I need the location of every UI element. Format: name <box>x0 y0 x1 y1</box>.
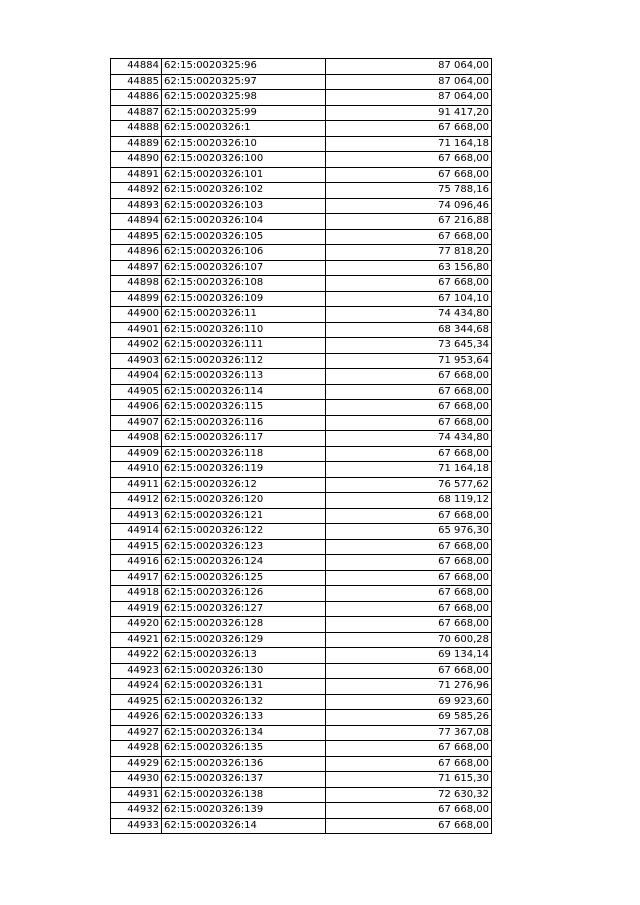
value-cell: 76 577,62 <box>326 477 492 493</box>
row-number-cell: 44919 <box>111 601 162 617</box>
row-number-cell: 44907 <box>111 415 162 431</box>
cadastral-number-cell: 62:15:0020326:121 <box>162 508 326 524</box>
row-number-cell: 44901 <box>111 322 162 338</box>
row-number-cell: 44932 <box>111 803 162 819</box>
value-cell: 67 668,00 <box>326 555 492 571</box>
cadastral-number-cell: 62:15:0020326:126 <box>162 586 326 602</box>
table-row <box>111 276 492 292</box>
table-row <box>111 136 492 152</box>
cadastral-number-cell: 62:15:0020326:127 <box>162 601 326 617</box>
cadastral-number-cell: 62:15:0020326:128 <box>162 617 326 633</box>
cadastral-number-cell: 62:15:0020326:136 <box>162 756 326 772</box>
cadastral-number-cell: 62:15:0020326:109 <box>162 291 326 307</box>
table-row <box>111 121 492 137</box>
value-cell: 67 668,00 <box>326 539 492 555</box>
table-row <box>111 105 492 121</box>
table-row <box>111 648 492 664</box>
row-number-cell: 44888 <box>111 121 162 137</box>
table-row <box>111 229 492 245</box>
value-cell: 67 668,00 <box>326 617 492 633</box>
table-row <box>111 152 492 168</box>
value-cell: 67 668,00 <box>326 384 492 400</box>
cadastral-number-cell: 62:15:0020325:96 <box>162 59 326 75</box>
row-number-cell: 44933 <box>111 818 162 834</box>
value-cell: 67 668,00 <box>326 369 492 385</box>
value-cell: 77 367,08 <box>326 725 492 741</box>
row-number-cell: 44893 <box>111 198 162 214</box>
table-row <box>111 508 492 524</box>
row-number-cell: 44928 <box>111 741 162 757</box>
table-row <box>111 524 492 540</box>
row-number-cell: 44925 <box>111 694 162 710</box>
row-number-cell: 44915 <box>111 539 162 555</box>
row-number-cell: 44927 <box>111 725 162 741</box>
table-row <box>111 710 492 726</box>
value-cell: 67 668,00 <box>326 229 492 245</box>
value-cell: 74 434,80 <box>326 431 492 447</box>
table-row <box>111 539 492 555</box>
cadastral-number-cell: 62:15:0020326:135 <box>162 741 326 757</box>
cadastral-number-cell: 62:15:0020326:115 <box>162 400 326 416</box>
row-number-cell: 44913 <box>111 508 162 524</box>
table-row <box>111 570 492 586</box>
value-cell: 67 668,00 <box>326 400 492 416</box>
row-number-cell: 44931 <box>111 787 162 803</box>
cadastral-number-cell: 62:15:0020326:131 <box>162 679 326 695</box>
row-number-cell: 44892 <box>111 183 162 199</box>
value-cell: 67 668,00 <box>326 570 492 586</box>
cadastral-number-cell: 62:15:0020326:114 <box>162 384 326 400</box>
value-cell: 74 434,80 <box>326 307 492 323</box>
table-row <box>111 632 492 648</box>
row-number-cell: 44896 <box>111 245 162 261</box>
cadastral-number-cell: 62:15:0020326:108 <box>162 276 326 292</box>
row-number-cell: 44926 <box>111 710 162 726</box>
value-cell: 77 818,20 <box>326 245 492 261</box>
value-cell: 71 164,18 <box>326 136 492 152</box>
table-row <box>111 245 492 261</box>
table-row <box>111 725 492 741</box>
value-cell: 65 976,30 <box>326 524 492 540</box>
table-row <box>111 59 492 75</box>
value-cell: 67 668,00 <box>326 276 492 292</box>
value-cell: 67 668,00 <box>326 446 492 462</box>
table-row <box>111 291 492 307</box>
row-number-cell: 44930 <box>111 772 162 788</box>
cadastral-number-cell: 62:15:0020326:119 <box>162 462 326 478</box>
table-row <box>111 756 492 772</box>
row-number-cell: 44889 <box>111 136 162 152</box>
table-row <box>111 90 492 106</box>
value-cell: 67 668,00 <box>326 601 492 617</box>
row-number-cell: 44903 <box>111 353 162 369</box>
row-number-cell: 44898 <box>111 276 162 292</box>
value-cell: 67 668,00 <box>326 121 492 137</box>
row-number-cell: 44917 <box>111 570 162 586</box>
row-number-cell: 44900 <box>111 307 162 323</box>
cadastral-number-cell: 62:15:0020326:113 <box>162 369 326 385</box>
cadastral-number-cell: 62:15:0020326:1 <box>162 121 326 137</box>
table-row <box>111 694 492 710</box>
value-cell: 87 064,00 <box>326 74 492 90</box>
value-cell: 67 668,00 <box>326 152 492 168</box>
value-cell: 67 216,88 <box>326 214 492 230</box>
row-number-cell: 44929 <box>111 756 162 772</box>
value-cell: 67 668,00 <box>326 741 492 757</box>
row-number-cell: 44918 <box>111 586 162 602</box>
row-number-cell: 44921 <box>111 632 162 648</box>
row-number-cell: 44924 <box>111 679 162 695</box>
table-row <box>111 183 492 199</box>
cadastral-number-cell: 62:15:0020326:138 <box>162 787 326 803</box>
table-row <box>111 741 492 757</box>
cadastral-number-cell: 62:15:0020326:103 <box>162 198 326 214</box>
row-number-cell: 44897 <box>111 260 162 276</box>
cadastral-number-cell: 62:15:0020326:125 <box>162 570 326 586</box>
cadastral-number-cell: 62:15:0020326:13 <box>162 648 326 664</box>
table-row <box>111 555 492 571</box>
table-row <box>111 477 492 493</box>
table-row <box>111 663 492 679</box>
row-number-cell: 44902 <box>111 338 162 354</box>
cadastral-number-cell: 62:15:0020326:12 <box>162 477 326 493</box>
cadastral-number-cell: 62:15:0020326:105 <box>162 229 326 245</box>
table-row <box>111 338 492 354</box>
value-cell: 74 096,46 <box>326 198 492 214</box>
cadastral-number-cell: 62:15:0020326:111 <box>162 338 326 354</box>
table-row <box>111 787 492 803</box>
cadastral-number-cell: 62:15:0020326:129 <box>162 632 326 648</box>
cadastral-number-cell: 62:15:0020326:104 <box>162 214 326 230</box>
cadastral-number-cell: 62:15:0020325:98 <box>162 90 326 106</box>
table-row <box>111 617 492 633</box>
table-row <box>111 679 492 695</box>
cadastral-number-cell: 62:15:0020326:112 <box>162 353 326 369</box>
table-row <box>111 493 492 509</box>
value-cell: 91 417,20 <box>326 105 492 121</box>
table-row <box>111 415 492 431</box>
row-number-cell: 44884 <box>111 59 162 75</box>
cadastral-number-cell: 62:15:0020326:124 <box>162 555 326 571</box>
table-row <box>111 322 492 338</box>
cadastral-number-cell: 62:15:0020326:118 <box>162 446 326 462</box>
table-body <box>111 59 492 834</box>
table-row <box>111 818 492 834</box>
value-cell: 71 164,18 <box>326 462 492 478</box>
value-cell: 69 134,14 <box>326 648 492 664</box>
cadastral-number-cell: 62:15:0020326:100 <box>162 152 326 168</box>
cadastral-number-cell: 62:15:0020326:134 <box>162 725 326 741</box>
cadastral-number-cell: 62:15:0020326:116 <box>162 415 326 431</box>
value-cell: 71 953,64 <box>326 353 492 369</box>
row-number-cell: 44923 <box>111 663 162 679</box>
cadastral-number-cell: 62:15:0020326:102 <box>162 183 326 199</box>
value-cell: 71 276,96 <box>326 679 492 695</box>
cadastral-number-cell: 62:15:0020326:117 <box>162 431 326 447</box>
table-row <box>111 74 492 90</box>
row-number-cell: 44887 <box>111 105 162 121</box>
cadastral-number-cell: 62:15:0020326:123 <box>162 539 326 555</box>
row-number-cell: 44904 <box>111 369 162 385</box>
cadastral-number-cell: 62:15:0020325:97 <box>162 74 326 90</box>
cadastral-number-cell: 62:15:0020326:130 <box>162 663 326 679</box>
value-cell: 87 064,00 <box>326 59 492 75</box>
cadastral-number-cell: 62:15:0020326:14 <box>162 818 326 834</box>
value-cell: 68 344,68 <box>326 322 492 338</box>
table-row <box>111 601 492 617</box>
row-number-cell: 44910 <box>111 462 162 478</box>
table-row <box>111 803 492 819</box>
cadastral-number-cell: 62:15:0020326:110 <box>162 322 326 338</box>
value-cell: 67 668,00 <box>326 586 492 602</box>
row-number-cell: 44894 <box>111 214 162 230</box>
row-number-cell: 44914 <box>111 524 162 540</box>
value-cell: 67 668,00 <box>326 663 492 679</box>
row-number-cell: 44908 <box>111 431 162 447</box>
row-number-cell: 44909 <box>111 446 162 462</box>
table-row <box>111 198 492 214</box>
row-number-cell: 44905 <box>111 384 162 400</box>
cadastral-number-cell: 62:15:0020326:132 <box>162 694 326 710</box>
row-number-cell: 44911 <box>111 477 162 493</box>
value-cell: 69 585,26 <box>326 710 492 726</box>
value-cell: 67 668,00 <box>326 818 492 834</box>
row-number-cell: 44886 <box>111 90 162 106</box>
value-cell: 71 615,30 <box>326 772 492 788</box>
value-cell: 63 156,80 <box>326 260 492 276</box>
cadastral-number-cell: 62:15:0020326:106 <box>162 245 326 261</box>
table-row <box>111 353 492 369</box>
cadastral-number-cell: 62:15:0020326:133 <box>162 710 326 726</box>
value-cell: 67 668,00 <box>326 803 492 819</box>
value-cell: 87 064,00 <box>326 90 492 106</box>
table-row <box>111 446 492 462</box>
cadastral-number-cell: 62:15:0020326:137 <box>162 772 326 788</box>
table-row <box>111 214 492 230</box>
value-cell: 67 668,00 <box>326 756 492 772</box>
table-row <box>111 167 492 183</box>
row-number-cell: 44891 <box>111 167 162 183</box>
row-number-cell: 44916 <box>111 555 162 571</box>
row-number-cell: 44912 <box>111 493 162 509</box>
row-number-cell: 44922 <box>111 648 162 664</box>
table-row <box>111 586 492 602</box>
row-number-cell: 44899 <box>111 291 162 307</box>
table-row <box>111 369 492 385</box>
cadastral-number-cell: 62:15:0020325:99 <box>162 105 326 121</box>
value-cell: 67 668,00 <box>326 167 492 183</box>
table-row <box>111 431 492 447</box>
value-cell: 70 600,28 <box>326 632 492 648</box>
cadastral-number-cell: 62:15:0020326:107 <box>162 260 326 276</box>
cadastral-number-cell: 62:15:0020326:10 <box>162 136 326 152</box>
row-number-cell: 44906 <box>111 400 162 416</box>
cadastral-number-cell: 62:15:0020326:101 <box>162 167 326 183</box>
cadastral-number-cell: 62:15:0020326:120 <box>162 493 326 509</box>
cadastral-number-cell: 62:15:0020326:139 <box>162 803 326 819</box>
value-cell: 67 668,00 <box>326 415 492 431</box>
table-row <box>111 384 492 400</box>
row-number-cell: 44895 <box>111 229 162 245</box>
row-number-cell: 44920 <box>111 617 162 633</box>
value-cell: 68 119,12 <box>326 493 492 509</box>
value-cell: 67 668,00 <box>326 508 492 524</box>
cadastral-number-cell: 62:15:0020326:122 <box>162 524 326 540</box>
row-number-cell: 44890 <box>111 152 162 168</box>
value-cell: 73 645,34 <box>326 338 492 354</box>
row-number-cell: 44885 <box>111 74 162 90</box>
table-row <box>111 772 492 788</box>
table-row <box>111 307 492 323</box>
value-cell: 75 788,16 <box>326 183 492 199</box>
value-cell: 67 104,10 <box>326 291 492 307</box>
value-cell: 69 923,60 <box>326 694 492 710</box>
table-row <box>111 400 492 416</box>
table-row <box>111 462 492 478</box>
cadastral-number-cell: 62:15:0020326:11 <box>162 307 326 323</box>
value-cell: 72 630,32 <box>326 787 492 803</box>
cadastral-value-table <box>110 58 492 834</box>
table-row <box>111 260 492 276</box>
